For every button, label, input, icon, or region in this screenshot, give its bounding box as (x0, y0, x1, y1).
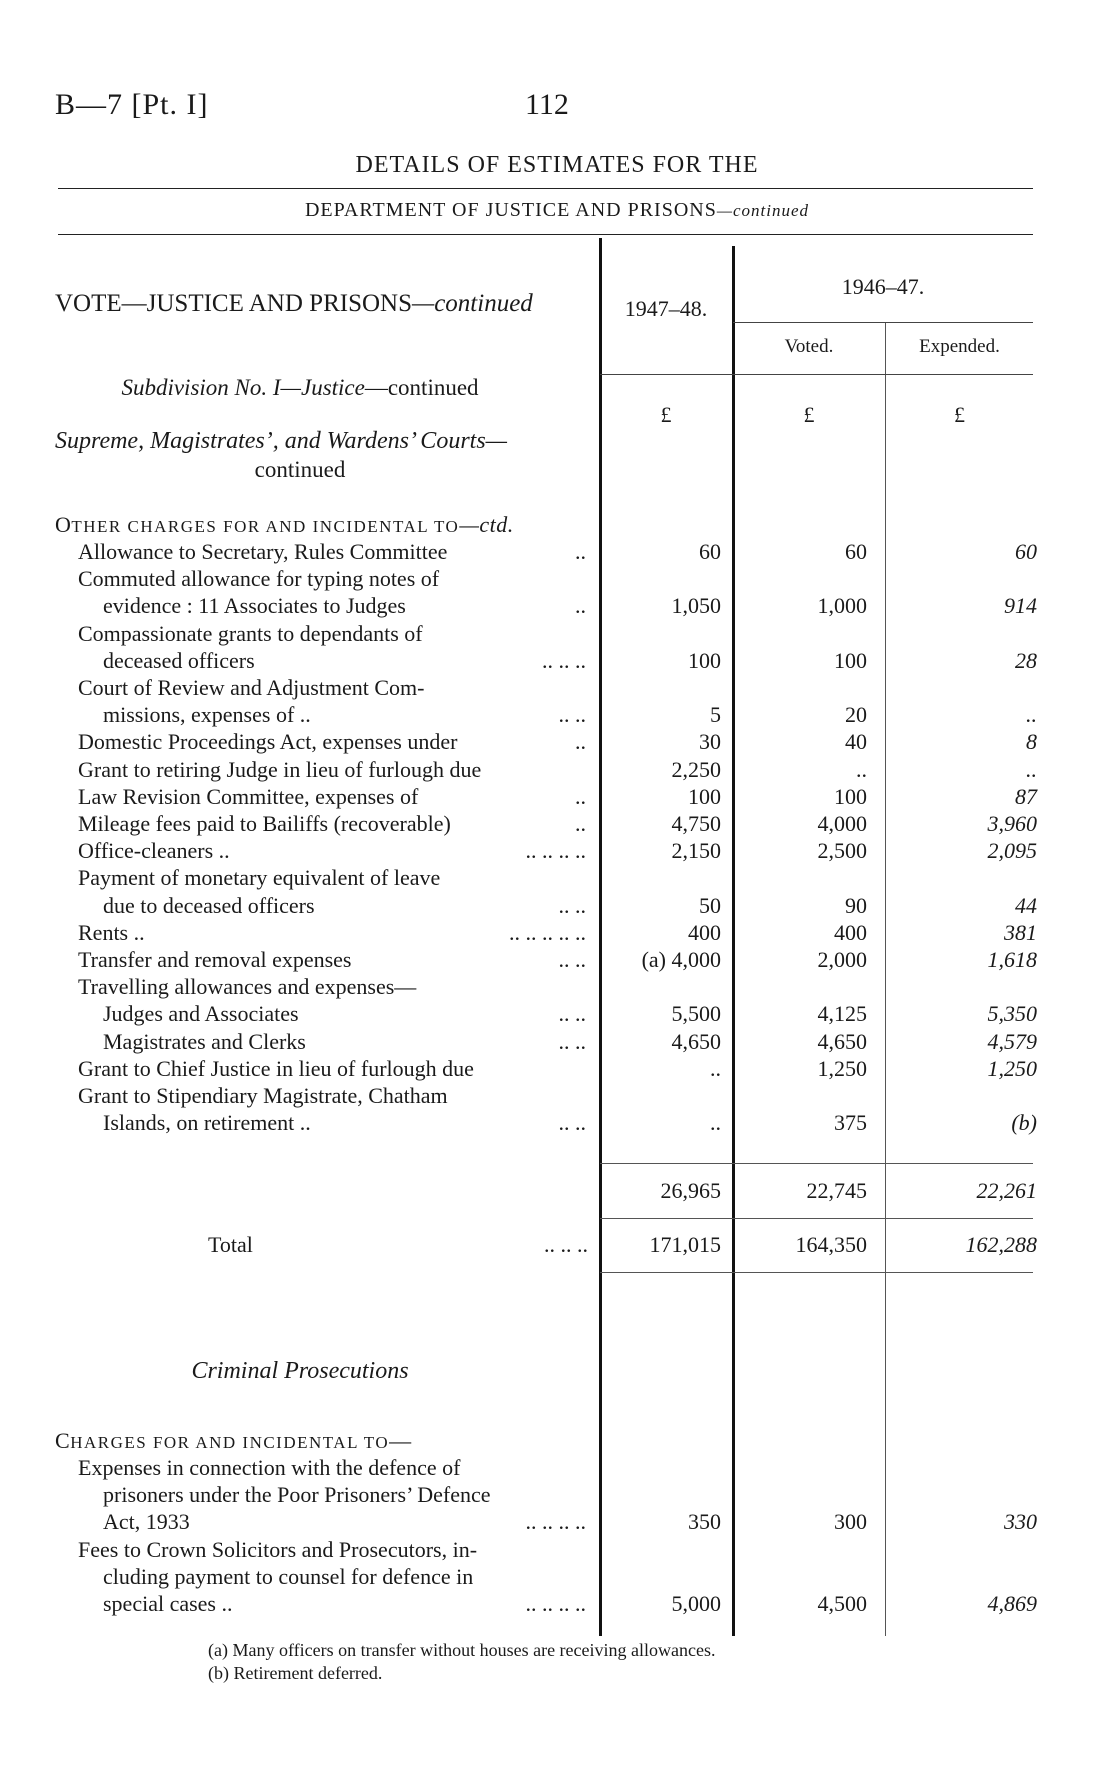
criminal-charges-row-label (78, 1537, 586, 1563)
other-charges-row-label (78, 757, 586, 783)
other-charges-row-estimate-1947-48: 5,500 (671, 1001, 721, 1027)
other-charges-row-label-text: Mileage fees paid to Bailiffs (recoverable) (78, 811, 451, 836)
other-charges-row-expended-1946-47: 44 (1015, 892, 1037, 918)
other-charges-row-label (103, 702, 586, 728)
other-charges-row-estimate-1947-48: 2,250 (671, 756, 721, 782)
other-charges-row-label-text: Judges and Associates (103, 1001, 299, 1027)
other-charges-row-leader-dots: .. (575, 811, 586, 836)
other-charges-row-expended-1946-47: 381 (1004, 919, 1037, 945)
other-charges-row-label (78, 675, 586, 701)
other-charges-row-label (78, 621, 586, 647)
criminal-charges-heading-smallcaps: HARGES FOR AND INCIDENTAL TO (70, 1433, 390, 1452)
other-charges-row-expended-1946-47: 3,960 (987, 811, 1037, 836)
column-header-voted: Voted. (784, 336, 834, 357)
other-charges-row-label (78, 729, 586, 755)
other-charges-row-leader-dots: .. .. .. .. (525, 838, 586, 864)
other-charges-row-estimate-1947-48: 1,050 (671, 593, 721, 619)
other-charges-row (0, 702, 1114, 729)
criminal-charges-row-label (103, 1509, 586, 1535)
other-charges-row-estimate-1947-48: .. (710, 1055, 721, 1081)
other-charges-row-leader-dots: .. .. (558, 1110, 586, 1136)
other-charges-row (0, 893, 1114, 920)
page-title: DETAILS OF ESTIMATES FOR THE (355, 152, 759, 178)
other-charges-row (0, 974, 1114, 1001)
criminal-charges-row-label-text: Expenses in connection with the defence of (78, 1455, 461, 1480)
other-charges-row-label-text: due to deceased officers (103, 892, 315, 918)
other-charges-row-label (103, 648, 586, 674)
year-group-rule (733, 322, 1033, 323)
other-charges-row-label-text: Court of Review and Adjustment Com- (78, 675, 425, 700)
other-charges-row-label-text: missions, expenses of .. (103, 702, 311, 728)
column-header-expended: Expended. (919, 336, 1000, 357)
other-charges-row-expended-1946-47: 28 (1015, 647, 1037, 673)
other-charges-row-label-text: deceased officers (103, 647, 255, 673)
criminal-charges-row (0, 1455, 1114, 1482)
other-charges-row-label (103, 1029, 586, 1055)
other-charges-row (0, 920, 1114, 947)
other-charges-row (0, 947, 1114, 974)
other-charges-row-label (78, 865, 586, 891)
other-charges-row-leader-dots: .. (575, 783, 586, 809)
department-subtitle (0, 199, 1114, 222)
other-charges-row-leader-dots: .. .. (558, 1028, 586, 1054)
other-charges-row-expended-1946-47: 87 (1015, 783, 1037, 809)
criminal-charges-row-voted-1946-47: 4,500 (817, 1591, 867, 1616)
other-charges-row-estimate-1947-48: 400 (688, 919, 721, 945)
other-charges-row (0, 621, 1114, 648)
other-charges-row-label (103, 1001, 586, 1027)
column-header-1947-48: 1947–48. (624, 296, 708, 321)
other-charges-row-estimate-1947-48: 2,150 (671, 838, 721, 864)
other-charges-row-estimate-1947-48: 50 (699, 892, 721, 918)
footnote-a: (a) Many officers on transfer without houses are receiving allowances. (208, 1640, 716, 1660)
criminal-charges-row-expended-1946-47: 330 (1004, 1509, 1037, 1535)
other-charges-row-voted-1946-47: 60 (845, 539, 867, 564)
other-charges-row-estimate-1947-48: 30 (699, 729, 721, 755)
other-charges-heading-smallcaps: THER CHARGES FOR AND INCIDENTAL TO (71, 517, 460, 536)
other-charges-row-label (78, 1083, 586, 1109)
other-charges-row-label-text: Magistrates and Clerks (103, 1028, 306, 1054)
total-top-rule (600, 1218, 1033, 1219)
other-charges-row-label (78, 811, 586, 837)
title-rule (58, 188, 1033, 189)
other-charges-row-label-text: evidence : 11 Associates to Judges (103, 593, 406, 619)
criminal-charges-row-label-text: cluding payment to counsel for defence in (103, 1563, 474, 1589)
criminal-charges-row-label (78, 1455, 586, 1481)
courts-heading-continued: continued (254, 457, 346, 482)
criminal-charges-row (0, 1509, 1114, 1536)
other-charges-row-expended-1946-47: 60 (1015, 539, 1037, 564)
other-charges-row-estimate-1947-48: 100 (688, 647, 721, 673)
other-charges-row-leader-dots: .. .. (558, 702, 586, 728)
other-charges-row-expended-1946-47: .. (1026, 702, 1037, 728)
other-charges-row-voted-1946-47: 4,000 (817, 811, 867, 836)
courts-heading (55, 428, 507, 455)
other-charges-row-label (78, 566, 586, 592)
vote-heading-cont: —continued (411, 290, 533, 317)
other-charges-row-label-text: Payment of monetary equivalent of leave (78, 865, 441, 891)
other-charges-row (0, 784, 1114, 811)
other-charges-row (0, 729, 1114, 756)
document-reference: B—7 [Pt. I] (55, 88, 209, 121)
other-charges-row-voted-1946-47: .. (856, 756, 867, 782)
other-charges-row-expended-1946-47: (b) (1011, 1110, 1037, 1136)
other-charges-row-voted-1946-47: 2,000 (817, 947, 867, 972)
criminal-charges-row-estimate-1947-48: 5,000 (671, 1591, 721, 1616)
criminal-prosecutions-heading: Criminal Prosecutions (191, 1358, 409, 1384)
other-charges-row-leader-dots: .. .. .. (542, 647, 586, 673)
subtotal-1947-48: 26,965 (660, 1178, 721, 1203)
other-charges-row-voted-1946-47: 4,125 (817, 1001, 867, 1027)
other-charges-row-leader-dots: .. .. (558, 892, 586, 918)
other-charges-row-voted-1946-47: 90 (845, 892, 867, 918)
other-charges-row-leader-dots: .. .. (558, 1001, 586, 1027)
other-charges-row-label (78, 947, 586, 973)
other-charges-row-estimate-1947-48: (a) 4,000 (641, 947, 721, 972)
other-charges-row-label-text: Allowance to Secretary, Rules Committee (78, 539, 448, 564)
unit-symbol-col2: £ (803, 402, 815, 427)
other-charges-row (0, 838, 1114, 865)
other-charges-heading-end: —ctd. (459, 512, 514, 537)
other-charges-row-estimate-1947-48: 100 (688, 783, 721, 809)
criminal-charges-row-label-text: Fees to Crown Solicitors and Prosecutors, in- (78, 1536, 478, 1562)
criminal-charges-row (0, 1591, 1114, 1618)
other-charges-row-voted-1946-47: 100 (834, 647, 867, 673)
other-charges-row-estimate-1947-48: 4,650 (671, 1028, 721, 1054)
other-charges-row-label-text: Grant to Chief Justice in lieu of furlough due (78, 1055, 474, 1081)
total-voted: 164,350 (795, 1232, 867, 1257)
criminal-charges-heading-cap: C (55, 1428, 71, 1453)
subtotal-voted: 22,745 (806, 1178, 867, 1203)
criminal-charges-row-leader-dots: .. .. .. .. (525, 1591, 586, 1616)
other-charges-row (0, 1001, 1114, 1028)
other-charges-row-label (78, 920, 586, 946)
vote-heading (55, 290, 533, 318)
other-charges-row-estimate-1947-48: .. (710, 1110, 721, 1136)
other-charges-row-voted-1946-47: 2,500 (817, 838, 867, 864)
other-charges-row-expended-1946-47: 2,095 (987, 838, 1037, 864)
unit-symbol-col3: £ (954, 402, 965, 427)
criminal-charges-row (0, 1537, 1114, 1564)
other-charges-row-label-text: Grant to retiring Judge in lieu of furlough due (78, 756, 482, 782)
other-charges-row-voted-1946-47: 375 (834, 1110, 867, 1136)
total-expended: 162,288 (965, 1232, 1037, 1257)
criminal-charges-row-label (103, 1482, 586, 1508)
subdivision-heading-cont: —continued (364, 375, 479, 400)
other-charges-row-label (78, 1056, 586, 1082)
department-subtitle-main: DEPARTMENT OF JUSTICE AND PRISONS (304, 199, 717, 221)
criminal-charges-row-label-text: prisoners under the Poor Prisoners’ Defence (103, 1482, 491, 1508)
other-charges-row-label (78, 539, 586, 565)
criminal-charges-row-voted-1946-47: 300 (834, 1509, 867, 1535)
other-charges-row-label-text: Law Revision Committee, expenses of (78, 783, 419, 809)
other-charges-row-estimate-1947-48: 60 (699, 539, 721, 564)
other-charges-row-expended-1946-47: 914 (1004, 593, 1037, 619)
other-charges-row-expended-1946-47: 4,579 (987, 1028, 1037, 1054)
criminal-charges-row-label (103, 1591, 586, 1617)
other-charges-row-voted-1946-47: 4,650 (817, 1028, 867, 1054)
other-charges-row-label-text: Office-cleaners .. (78, 838, 230, 864)
criminal-charges-row-label-text: special cases .. (103, 1591, 233, 1616)
criminal-charges-heading-end: — (389, 1428, 412, 1453)
other-charges-row (0, 566, 1114, 593)
other-charges-row (0, 1029, 1114, 1056)
page-number: 112 (525, 88, 569, 121)
other-charges-row-voted-1946-47: 40 (845, 729, 867, 755)
unit-symbol-col1: £ (660, 402, 672, 427)
total-1947-48: 171,015 (649, 1232, 721, 1257)
subtotal-rule (600, 1163, 1033, 1164)
other-charges-row-label-text: Rents .. (78, 919, 145, 945)
other-charges-row (0, 648, 1114, 675)
other-charges-row-expended-1946-47: 8 (1026, 729, 1037, 755)
other-charges-heading-cap: O (55, 512, 72, 537)
other-charges-row-expended-1946-47: 1,250 (987, 1055, 1037, 1081)
other-charges-row-expended-1946-47: 1,618 (987, 947, 1037, 972)
other-charges-row-label-text: Commuted allowance for typing notes of (78, 566, 440, 592)
other-charges-row-label-text: Travelling allowances and expenses— (78, 974, 417, 1000)
other-charges-row-label (78, 838, 586, 864)
other-charges-row-label-text: Islands, on retirement .. (103, 1110, 311, 1136)
other-charges-row-label (103, 893, 586, 919)
department-subtitle-cont: —continued (716, 201, 810, 220)
other-charges-row-leader-dots: .. .. (558, 947, 586, 972)
footnote-b: (b) Retirement deferred. (208, 1663, 383, 1683)
vote-heading-main: VOTE—JUSTICE AND PRISONS (55, 290, 412, 317)
other-charges-row-voted-1946-47: 100 (834, 783, 867, 809)
subdivision-heading-main: Subdivision No. I—Justice (121, 375, 365, 400)
other-charges-row (0, 865, 1114, 892)
other-charges-row (0, 539, 1114, 566)
criminal-charges-row (0, 1564, 1114, 1591)
other-charges-row-label (103, 593, 586, 619)
subtotal-expended: 22,261 (976, 1178, 1037, 1203)
other-charges-row-leader-dots: .. (575, 729, 586, 755)
other-charges-row-label-text: Compassionate grants to dependants of (78, 620, 423, 646)
other-charges-row (0, 1110, 1114, 1137)
criminal-charges-row-leader-dots: .. .. .. .. (525, 1509, 586, 1535)
other-charges-row-label (78, 784, 586, 810)
total-dots: .. .. .. (544, 1232, 588, 1257)
other-charges-row (0, 811, 1114, 838)
other-charges-row-leader-dots: .. (575, 593, 586, 619)
other-charges-row-label-text: Transfer and removal expenses (78, 947, 352, 972)
other-charges-row-expended-1946-47: .. (1026, 756, 1037, 782)
total-label: Total (208, 1232, 253, 1257)
other-charges-heading (55, 512, 514, 538)
other-charges-row-estimate-1947-48: 5 (710, 702, 721, 728)
column-header-1946-47: 1946–47. (841, 274, 925, 299)
courts-heading-line1: Supreme, Magistrates’, and Wardens’ Courts— (55, 428, 508, 454)
other-charges-row-label-text: Domestic Proceedings Act, expenses under (78, 729, 458, 755)
other-charges-row-voted-1946-47: 400 (834, 919, 867, 945)
other-charges-row (0, 593, 1114, 620)
other-charges-row-label (78, 974, 586, 1000)
column-header-rule (600, 374, 1033, 375)
other-charges-row-label-text: Grant to Stipendiary Magistrate, Chatham (78, 1083, 448, 1108)
criminal-charges-row-expended-1946-47: 4,869 (987, 1591, 1037, 1616)
other-charges-row (0, 1083, 1114, 1110)
other-charges-row (0, 1056, 1114, 1083)
subdivision-heading (0, 375, 600, 401)
total-bottom-rule (600, 1272, 1033, 1273)
criminal-charges-row (0, 1482, 1114, 1509)
other-charges-row-leader-dots: .. (575, 539, 586, 564)
other-charges-row (0, 675, 1114, 702)
other-charges-row-expended-1946-47: 5,350 (987, 1001, 1037, 1027)
criminal-charges-row-label-text: Act, 1933 (103, 1509, 190, 1535)
other-charges-row-leader-dots: .. .. .. .. .. (509, 919, 586, 945)
other-charges-row-estimate-1947-48: 4,750 (671, 811, 721, 836)
other-charges-row-voted-1946-47: 1,000 (817, 593, 867, 619)
other-charges-row-voted-1946-47: 20 (845, 702, 867, 728)
criminal-charges-row-label (103, 1564, 586, 1590)
other-charges-row-voted-1946-47: 1,250 (817, 1055, 867, 1081)
other-charges-row-label (103, 1110, 586, 1136)
other-charges-row (0, 757, 1114, 784)
subtitle-rule (58, 234, 1033, 235)
criminal-charges-row-estimate-1947-48: 350 (688, 1509, 721, 1535)
criminal-charges-heading (55, 1428, 412, 1454)
